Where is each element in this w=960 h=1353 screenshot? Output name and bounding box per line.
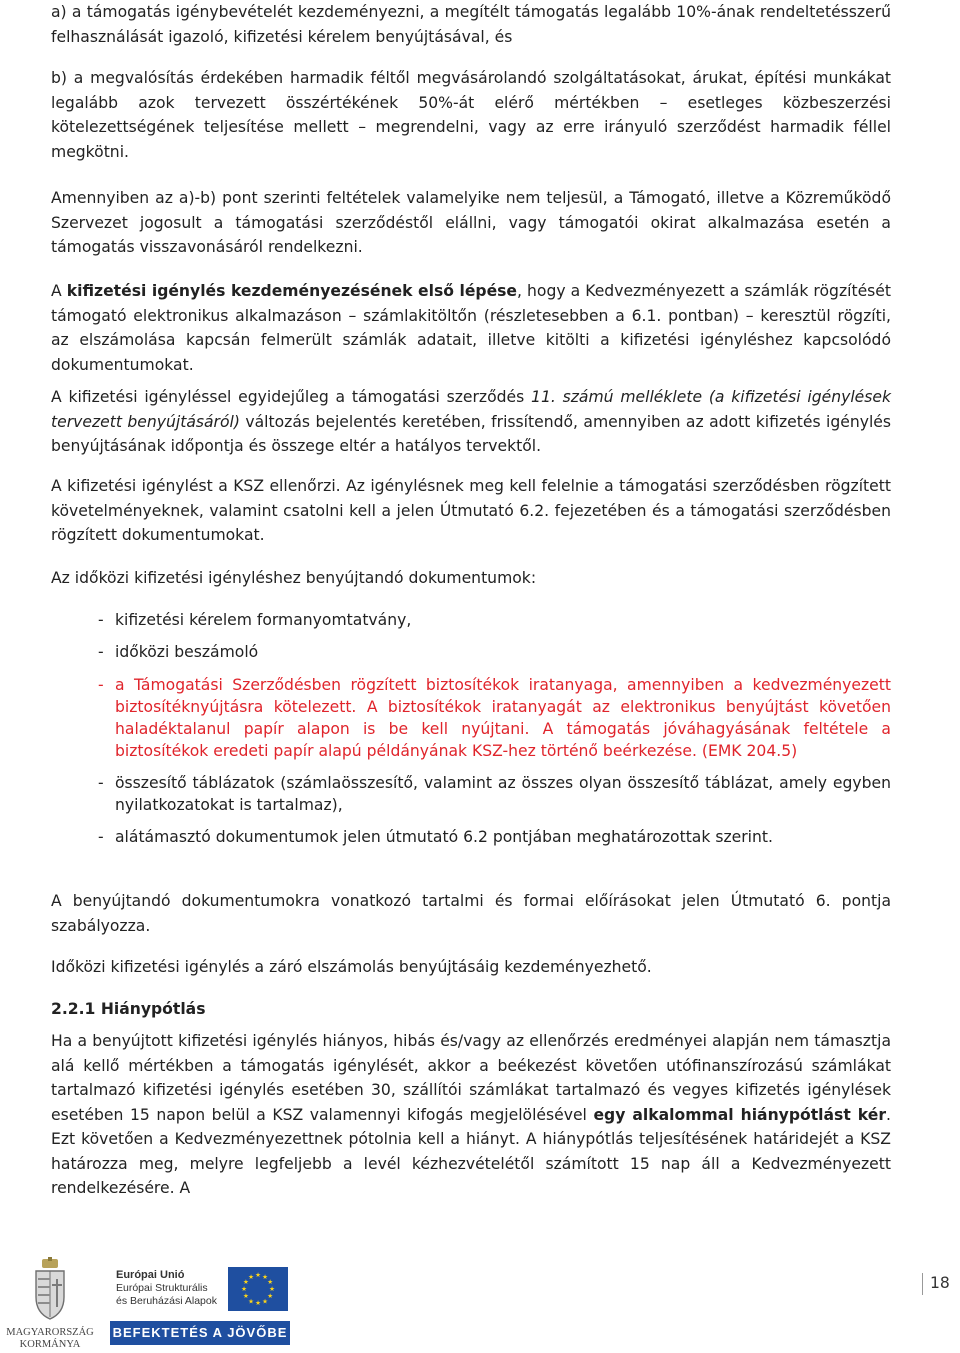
- crest-caption-2: KORMÁNYA: [19, 1339, 81, 1349]
- eu-star-icon: ★: [241, 1285, 247, 1294]
- eu-flag-icon: [228, 1267, 288, 1311]
- list-item-text: időközi beszámoló: [115, 643, 259, 661]
- list-dash: -: [98, 643, 104, 661]
- list-item: [51, 641, 891, 663]
- hungarian-government-logo: [2, 1257, 98, 1349]
- list-item: [51, 772, 891, 816]
- list-item-text: összesítő táblázatok (számlaösszesítő, valamint az összes olyan összesítő táblázat, amely egyben nyilatkozatokat is tartalmaz),: [115, 774, 891, 814]
- eu-line-2: Európai Strukturális: [116, 1282, 208, 1294]
- annex-italic: 11. számú melléklete (a kifizetési igénylések tervezett benyújtásáról): [51, 388, 892, 431]
- first-step-pre: A: [51, 282, 67, 300]
- list-item-text: a Támogatási Szerződésben rögzített biztosítékok iratanyaga, amennyiben a kedvezményezett biztosítéknyújtásra kötelezett. A biztosítékok iratanyagát az elektronikus benyújtást követően haladéktalanul papír alapon is be kell nyújtani. A támogatás jóváhagyásának feltétele a biztosítékok eredeti papír alapú példányának KSZ-hez történő beérkezése. (EMK 204.5): [115, 676, 891, 760]
- list-dash: -: [98, 774, 104, 792]
- paragraph-deficiency: [51, 1029, 891, 1201]
- eu-star-icon: ★: [242, 1292, 249, 1301]
- eu-star-icon: ★: [267, 1278, 274, 1287]
- eu-text-block: [116, 1269, 217, 1308]
- documents-list: [51, 609, 891, 848]
- eu-funds-logo: [110, 1263, 290, 1345]
- eu-star-icon: ★: [242, 1278, 249, 1287]
- page-footer: [0, 1255, 960, 1351]
- list-item-guarantee: [51, 674, 891, 762]
- paragraph-conditions: Amennyiben az a)-b) pont szerinti feltételek valamelyike nem teljesül, a Támogató, illetve a Közreműködő Szervezet jogosult a támogatási szerződéstől elállni, vagy támogatói okirat alkalmazása esetén a támogatás visszavonásáról rendelkezni.: [51, 189, 891, 256]
- coat-of-arms-icon: [2, 1257, 98, 1349]
- eu-star-icon: ★: [269, 1285, 275, 1294]
- annex-post: változás bejelentés keretében, frissítendő, amennyiben az adott kifizetés igénylés benyújtásának időpontja és összege eltér a hatályos tervektől.: [51, 412, 891, 455]
- list-item: [51, 609, 891, 631]
- eu-star-icon: ★: [262, 1273, 268, 1282]
- list-item: [51, 826, 891, 848]
- eu-star-icon: ★: [248, 1297, 254, 1306]
- paragraph-format: A benyújtandó dokumentumokra vonatkozó tartalmi és formai előírásokat jelen Útmutató 6. pontja szabályozza.: [51, 892, 891, 935]
- eu-star-icon: ★: [248, 1273, 254, 1282]
- eu-line-3: és Beruházási Alapok: [116, 1295, 217, 1307]
- list-item-text: alátámasztó dokumentumok jelen útmutató 6.2 pontjában meghatározottak szerint.: [115, 828, 773, 846]
- investment-banner: BEFEKTETÉS A JÖVŐBE: [110, 1321, 290, 1345]
- deficiency-bold: egy alkalommal hiánypótlást kér: [593, 1105, 887, 1124]
- paragraph-item-a: a) a támogatás igénybevételét kezdeményezni, a megítélt támogatás legalább 10%-ának rendeltetésszerű felhasználását igazoló, kifizetési kérelem benyújtásával, és: [51, 3, 891, 46]
- paragraph-interim: Időközi kifizetési igénylés a záró elszámolás benyújtásáig kezdeményezhető.: [51, 958, 652, 976]
- eu-star-icon: ★: [255, 1299, 261, 1308]
- eu-star-icon: ★: [267, 1292, 274, 1301]
- paragraph-annex: [51, 385, 891, 459]
- list-dash: -: [98, 676, 104, 694]
- page-number: 18: [930, 1274, 950, 1292]
- deficiency-post: . Ezt követően a Kedvezményezettnek pótolnia kell a hiányt. A hiánypótlás teljesítésének határidejét a KSZ határozza meg, melyre legfeljebb a levél kézhezvételétől számított 15 nap áll a Kedvezményezett rendelkezésére. A: [51, 1105, 891, 1197]
- first-step-post: , hogy a Kedvezményezett a számlák rögzítését támogató elektronikus alkalmazáson – számlakitöltőn (részletesebben a 6.1. pontban) – keresztül rögzíti, az elszámolása kapcsán felmerült számlák adatait, illetve kitölti a kifizetési igényléshez kapcsolódó dokumentumokat.: [51, 282, 891, 374]
- first-step-bold: kifizetési igénylés kezdeményezésének első lépése: [66, 282, 518, 300]
- annex-pre: A kifizetési igényléssel egyidejűleg a támogatási szerződés: [51, 388, 532, 406]
- paragraph-docs-intro: Az időközi kifizetési igényléshez benyújtandó dokumentumok:: [51, 569, 537, 587]
- paragraph-first-step: [51, 279, 891, 377]
- deficiency-pre: Ha a benyújtott kifizetési igénylés hiányos, hibás és/vagy az ellenőrzés eredményei alapján nem támasztja alá kellő mértékben a támogatás igénylését, akkor a beékezést követően utófinanszírozású számlákat tartalmazó kifizetési igénylés esetében 30, szállítói számlákat tartalmazó és vegyes kifizetés igénylések esetében 15 napon belül a KSZ valamennyi kifogás megjelölésével: [51, 1032, 891, 1124]
- list-dash: -: [98, 611, 104, 629]
- section-heading: 2.2.1 Hiánypótlás: [51, 1000, 206, 1018]
- crest-caption-1: MAGYARORSZÁG: [6, 1327, 94, 1338]
- list-item-text: kifizetési kérelem formanyomtatvány,: [115, 611, 412, 629]
- eu-line-1: Európai Unió: [116, 1269, 185, 1281]
- eu-star-icon: ★: [262, 1297, 268, 1306]
- paragraph-ksz: A kifizetési igénylést a KSZ ellenőrzi. Az igénylésnek meg kell felelnie a támogatási szerződésben rögzített követelményeknek, valamint csatolni kell a jelen Útmutató 6.2. fejezetében és a támogatási szerződésben rögzített dokumentumokat.: [51, 477, 891, 544]
- list-dash: -: [98, 828, 104, 846]
- page-number-divider: [922, 1273, 923, 1295]
- paragraph-item-b: b) a megvalósítás érdekében harmadik féltől megvásárolandó szolgáltatásokat, árukat, építési munkákat legalább azok tervezett összértékének 50%-át elérő mértékben – esetleges közbeszerzési kötelezettségének teljesítése mellett – megrendelni, vagy az erre irányuló szerződést harmadik féllel megkötni.: [51, 69, 891, 161]
- eu-star-icon: ★: [255, 1271, 261, 1280]
